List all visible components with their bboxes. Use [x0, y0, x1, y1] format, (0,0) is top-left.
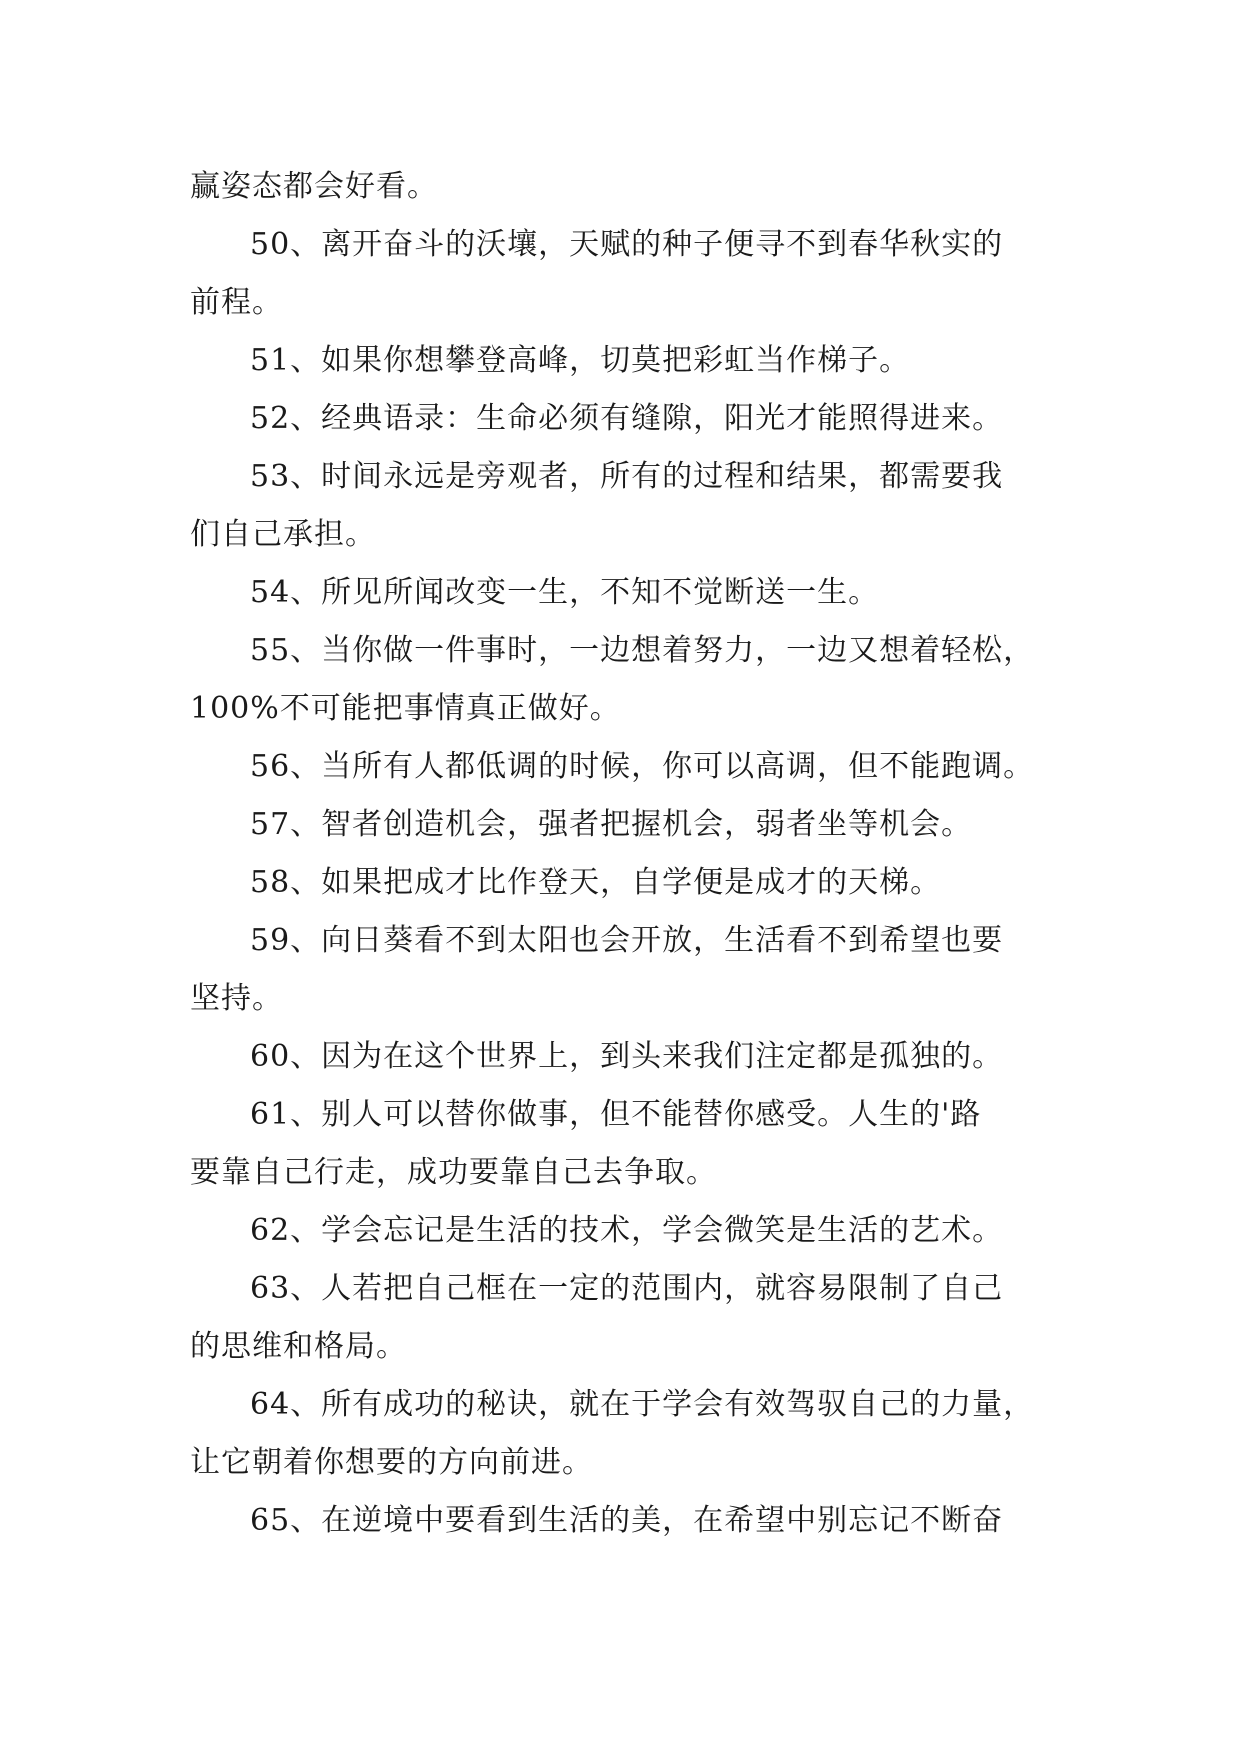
text-line: 52、经典语录：生命必须有缝隙，阳光才能照得进来。 — [250, 401, 1004, 436]
text-line: 51、如果你想攀登高峰，切莫把彩虹当作梯子。 — [250, 343, 911, 378]
text-line: 60、因为在这个世界上，到头来我们注定都是孤独的。 — [250, 1039, 1004, 1074]
text-line: 59、向日葵看不到太阳也会开放，生活看不到希望也要 — [250, 923, 1004, 958]
text-line: 赢姿态都会好看。 — [190, 169, 438, 204]
text-line: 53、时间永远是旁观者，所有的过程和结果，都需要我 — [250, 459, 1004, 494]
text-line: 们自己承担。 — [190, 517, 376, 552]
text-line: 61、别人可以替你做事，但不能替你感受。人生的'路 — [250, 1097, 982, 1132]
text-line: 54、所见所闻改变一生，不知不觉断送一生。 — [250, 575, 880, 610]
text-line: 50、离开奋斗的沃壤，天赋的种子便寻不到春华秋实的 — [250, 227, 1004, 262]
text-line: 65、在逆境中要看到生活的美，在希望中别忘记不断奋 — [250, 1503, 1004, 1538]
text-line: 62、学会忘记是生活的技术，学会微笑是生活的艺术。 — [250, 1213, 1004, 1248]
text-line: 要靠自己行走，成功要靠自己去争取。 — [190, 1155, 717, 1190]
text-line: 57、智者创造机会，强者把握机会，弱者坐等机会。 — [250, 807, 973, 842]
text-line: 63、人若把自己框在一定的范围内，就容易限制了自己 — [250, 1271, 1004, 1306]
text-line: 58、如果把成才比作登天，自学便是成才的天梯。 — [250, 865, 942, 900]
document-body — [190, 158, 1060, 1550]
text-line: 100%不可能把事情真正做好。 — [190, 691, 621, 726]
text-line: 前程。 — [190, 285, 283, 320]
text-line: 55、当你做一件事时，一边想着努力，一边又想着轻松， — [250, 633, 1035, 668]
text-line: 坚持。 — [190, 981, 283, 1016]
text-line: 的思维和格局。 — [190, 1329, 407, 1364]
text-line: 56、当所有人都低调的时候，你可以高调，但不能跑调。 — [250, 749, 1035, 784]
text-line: 让它朝着你想要的方向前进。 — [190, 1445, 593, 1480]
text-line: 64、所有成功的秘诀，就在于学会有效驾驭自己的力量， — [250, 1387, 1035, 1422]
